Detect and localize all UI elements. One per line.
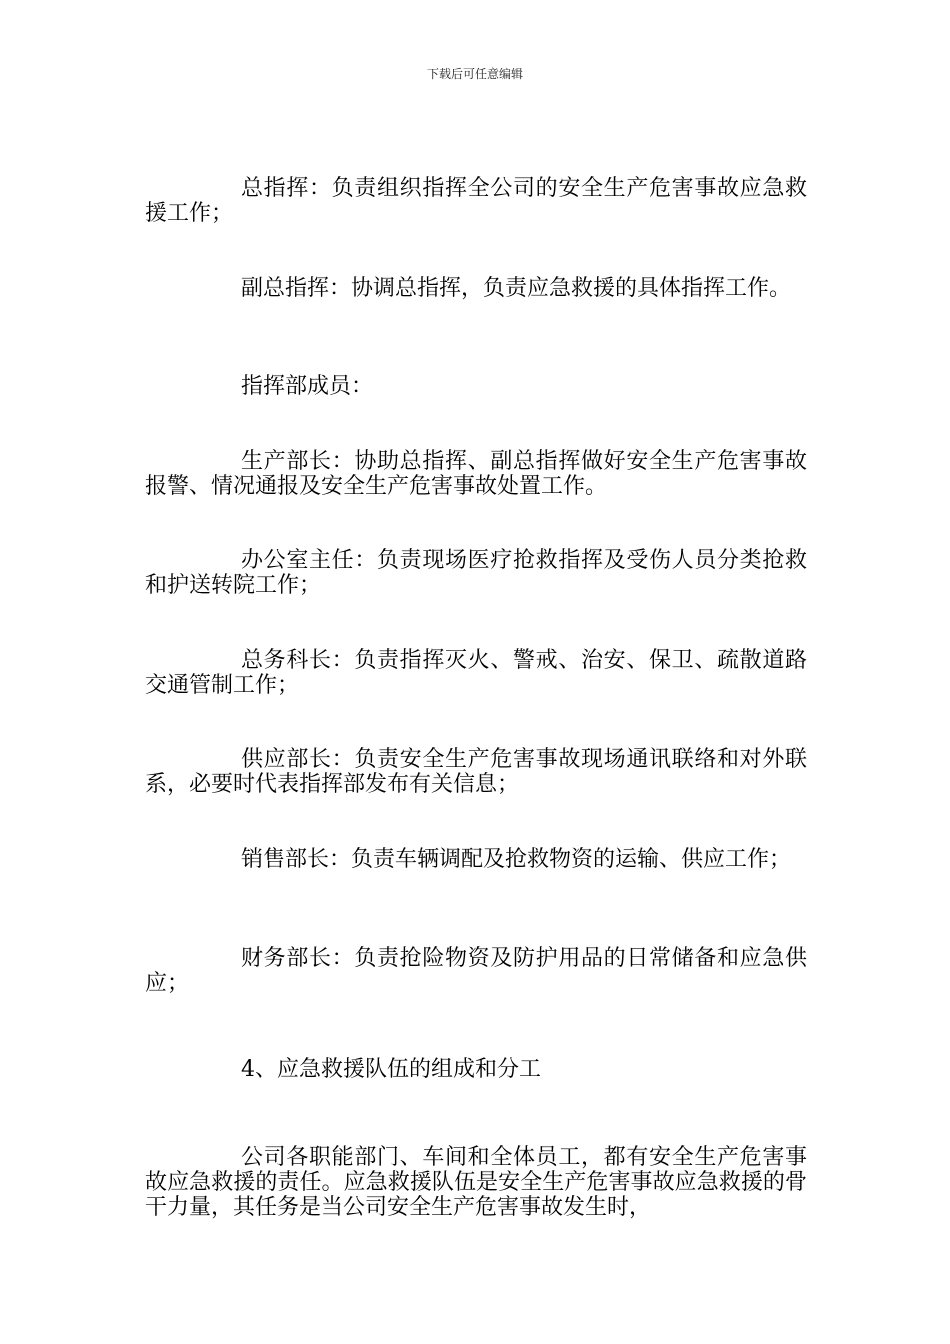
paragraph-production-minister: 生产部长：协助总指挥、副总指挥做好安全生产危害事故报警、情况通报及安全生产危害事故处置工作。 bbox=[145, 449, 807, 499]
paragraph-command-members: 指挥部成员： bbox=[241, 374, 374, 399]
page-header: 下载后可任意编辑 bbox=[426, 67, 523, 81]
paragraph-office-director: 办公室主任：负责现场医疗抢救指挥及受伤人员分类抢救和护送转院工作； bbox=[145, 548, 807, 598]
section-heading-rescue-team: 4、应急救援队伍的组成和分工 bbox=[241, 1057, 541, 1082]
paragraph-supply-minister: 供应部长：负责安全生产危害事故现场通讯联络和对外联系，必要时代表指挥部发布有关信息； bbox=[145, 747, 807, 797]
paragraph-sales-minister: 销售部长：负责车辆调配及抢救物资的运输、供应工作； bbox=[241, 847, 792, 872]
paragraph-general-affairs: 总务科长：负责指挥灭火、警戒、治安、保卫、疏散道路交通管制工作； bbox=[145, 648, 807, 698]
paragraph-rescue-team-description: 公司各职能部门、车间和全体员工，都有安全生产危害事故应急救援的责任。应急救援队伍是安全生产危害事故应急救援的骨干力量，其任务是当公司安全生产危害事故发生时， bbox=[145, 1145, 807, 1220]
paragraph-commander: 总指挥：负责组织指挥全公司的安全生产危害事故应急救援工作； bbox=[145, 176, 807, 226]
paragraph-finance-minister: 财务部长：负责抢险物资及防护用品的日常储备和应急供应； bbox=[145, 946, 807, 996]
paragraph-deputy-commander: 副总指挥：协调总指挥，负责应急救援的具体指挥工作。 bbox=[241, 276, 792, 301]
